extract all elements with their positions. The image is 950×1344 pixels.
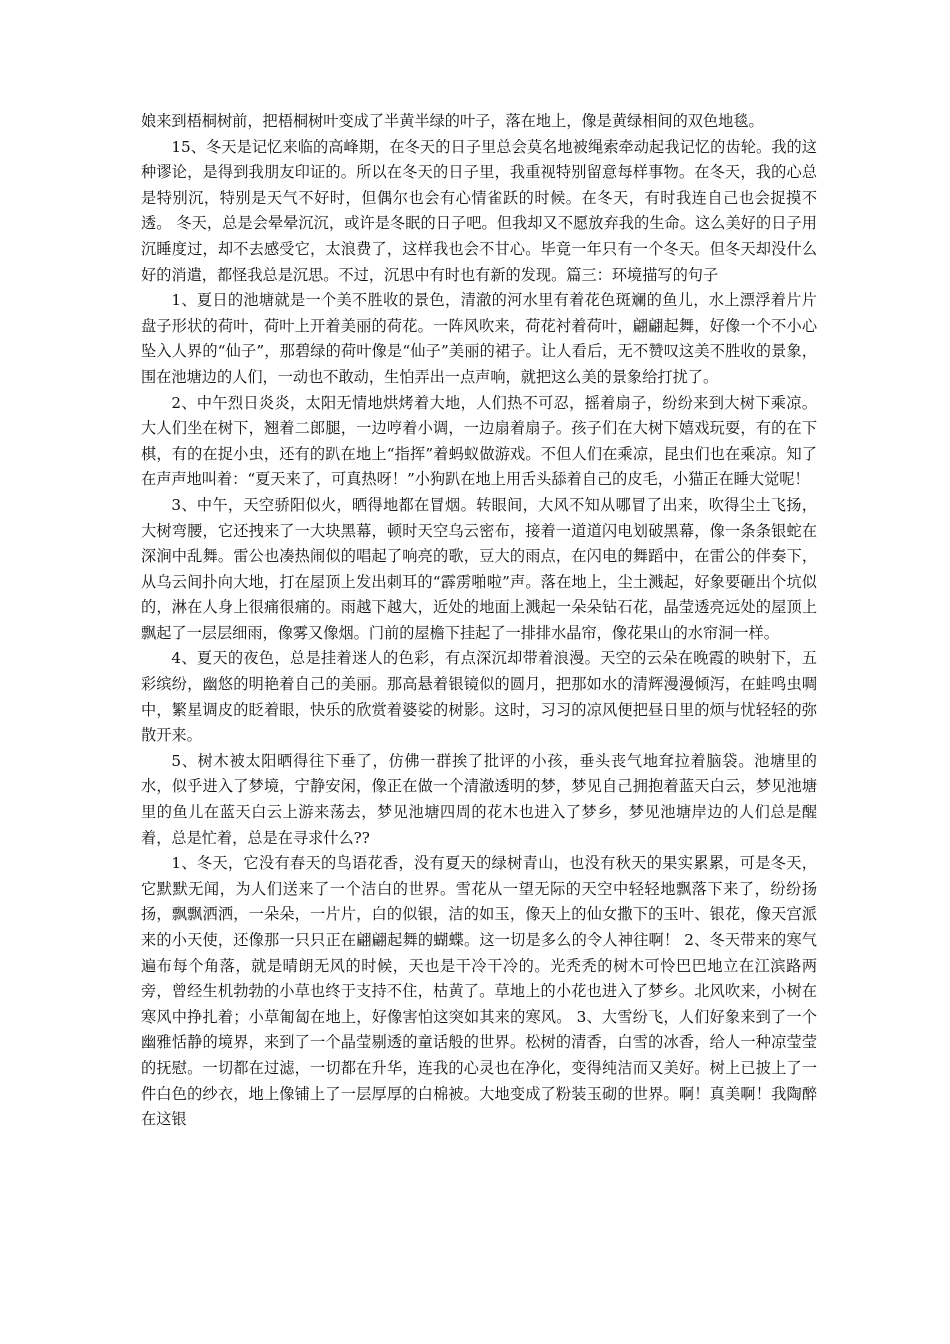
paragraph-thunderstorm: 3、中午，天空骄阳似火，晒得地都在冒烟。转眼间，大风不知从哪冒了出来，吹得尘土飞扬，大树弯腰，它还拽来了一大块黑幕，顿时天空乌云密布，接着一道道闪电划破黑幕，像一条条银蛇在深涧中乱舞。雷公也凑热闹似的唱起了响亮的歌，豆大的雨点，在闪电的舞蹈中，在雷公的伴奏下，从乌云间扑向大地，打在屋顶上发出刺耳的“霹雳啪啦”声。落在地上，尘土溅起，好象要砸出个坑似的，淋在人身上很痛很痛的。雨越下越大，近处的地面上溅起一朵朵钻石花，晶莹透亮远处的屋顶上飘起了一层层细雨，像雾又像烟。门前的屋檐下挂起了一排排水晶帘，像花果山的水帘洞一样。 xyxy=(141,495,817,642)
paragraph-noon-shade: 2、中午烈日炎炎，太阳无情地烘烤着大地，人们热不可忍，摇着扇子，纷纷来到大树下乘凉。大人们坐在树下，翘着二郎腿，一边哼着小调，一边扇着扇子。孩子们在大树下嬉戏玩耍，有的在下棋，有的在捉小虫，还有的趴在地上“指挥”着蚂蚁做游戏。不但人们在乘凉，昆虫们也在乘凉。知了在声声地叫着：“夏天来了，可真热呀！”小狗趴在地上用舌头舔着自己的皮毛，小猫正在睡大觉呢！ xyxy=(141,393,817,489)
document-body xyxy=(141,109,817,1133)
paragraph-pond-dream: 5、树木被太阳晒得往下垂了，仿佛一群挨了批评的小孩，垂头丧气地耷拉着脑袋。池塘里的水，似乎进入了梦境，宁静安闲，像正在做一个清澈透明的梦，梦见自己拥抱着蓝天白云，梦见池塘里的鱼儿在蓝天白云上游来荡去，梦见池塘四周的花木也进入了梦乡，梦见池塘岸边的人们总是醒着，总是忙着，总是在寻求什么?? xyxy=(141,751,817,847)
paragraph-summer-night: 4、夏天的夜色，总是挂着迷人的色彩，有点深沉却带着浪漫。天空的云朵在晚霞的映射下，五彩缤纷，幽悠的明艳着自己的美丽。那高悬着银镜似的圆月，把那如水的清辉漫漫倾泻，在蛙鸣虫啁中，繁星调皮的眨着眼，快乐的欣赏着婆娑的树影。这时，习习的凉风便把昼日里的烦与忧轻轻的弥散开来。 xyxy=(141,649,817,745)
paragraph-summer-pond: 1、夏日的池塘就是一个美不胜收的景色，清澈的河水里有着花色斑斓的鱼儿，水上漂浮着片片盘子形状的荷叶，荷叶上开着美丽的荷花。一阵风吹来，荷花衬着荷叶，翩翩起舞，好像一个不小心坠入人界的“仙子”，那碧绿的荷叶像是“仙子”美丽的裙子。让人看后，无不赞叹这美不胜收的景象，围在池塘边的人们，一动也不敢动，生怕弄出一点声响，就把这么美的景象给打扰了。 xyxy=(141,291,817,386)
paragraph-winter-memory: 15、冬天是记忆来临的高峰期，在冬天的日子里总会莫名地被绳索牵动起我记忆的齿轮。我的这种谬论，是得到我朋友印证的。所以在冬天的日子里，我重视特别留意每样事物。在冬天，我的心总是特别沉，特别是天气不好时，但偶尔也会有心情雀跃的时候。在冬天，有时我连自己也会捉摸不透。 冬天，总是会晕晕沉沉，或许是冬眠的日子吧。但我却又不愿放弃我的生命。这么美好的日子用沉睡度过，却不去感受它，太浪费了，这样我也会不甘心。毕竟一年只有一个冬天。但冬天却没什么好的消遣，都怪我总是沉思。不过，沉思中有时也有新的发现。篇三：环境描写的句子 xyxy=(141,137,817,284)
paragraph-winter-snow: 1、冬天，它没有春天的鸟语花香，没有夏天的绿树青山，也没有秋天的果实累累，可是冬天，它默默无闻，为人们送来了一个洁白的世界。雪花从一望无际的天空中轻轻地飘落下来了，纷纷扬扬，飘飘洒洒，一朵朵，一片片，白的似银，洁的如玉，像天上的仙女撒下的玉叶、银花，像天宫派来的小天使，还像那一只只正在翩翩起舞的蝴蝶。这一切是多么的令人神往啊！ 2、冬天带来的寒气遍布每个角落，就是晴朗无风的时候，天也是干冷干冷的。光秃秃的树木可怜巴巴地立在江滨路两旁，曾经生机勃勃的小草也终于支持不住，枯黄了。草地上的小花也进入了梦乡。北风吹来，小树在寒风中挣扎着；小草匍匐在地上，好像害怕这突如其来的寒风。 3、大雪纷飞，人们好象来到了一个幽雅恬静的境界，来到了一个晶莹剔透的童话般的世界。松树的清香，白雪的冰香，给人一种凉莹莹的抚慰。一切都在过滤，一切都在升华，连我的心灵也在净化，变得纯洁而又美好。树上已披上了一件白色的纱衣，地上像铺上了一层厚厚的白棉被。大地变成了粉装玉砌的世界。啊！真美啊！我陶醉在这银 xyxy=(141,854,817,1129)
paragraph-continued: 娘来到梧桐树前，把梧桐树叶变成了半黄半绿的叶子，落在地上，像是黄绿相间的双色地毯。 xyxy=(141,112,764,130)
